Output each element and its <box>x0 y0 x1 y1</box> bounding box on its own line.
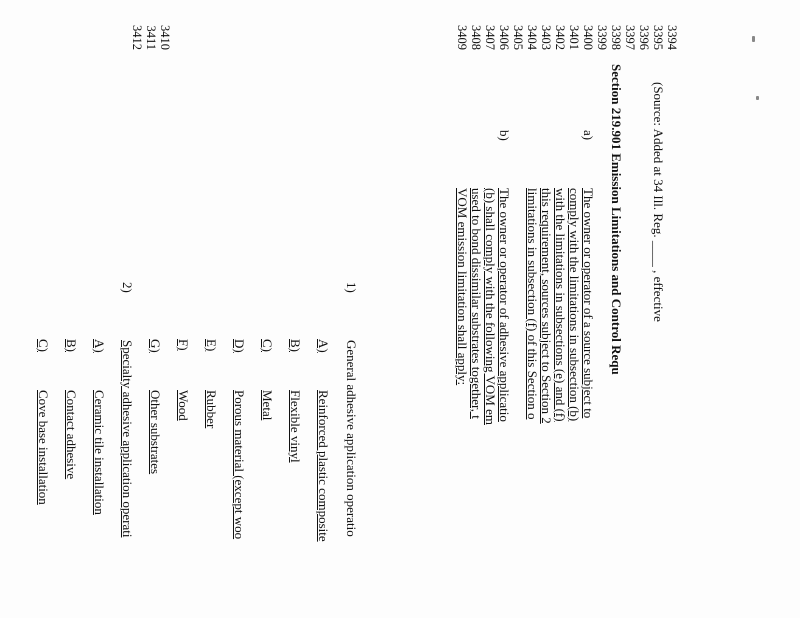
item-2-label: 2) <box>120 282 135 293</box>
item-1-sub-label: G) <box>148 339 163 353</box>
item-1-sub-label: A) <box>316 339 331 353</box>
item-1-sub-text: Flexible vinyl <box>288 390 303 463</box>
item-2-sub-text: Ceramic tile installation <box>92 390 107 515</box>
item-1-sub-text: Porous material (except woo <box>232 390 247 540</box>
line-number: 3405 <box>511 25 525 50</box>
line-number: 3411 <box>144 25 158 50</box>
line-number: 3404 <box>525 25 539 50</box>
item-2-sub-label: C) <box>36 339 51 352</box>
item-2-text: Specialty adhesive application operati <box>120 340 135 538</box>
line-number: 3403 <box>539 25 553 50</box>
item-1-sub-label: E) <box>204 339 219 352</box>
subsection-b-line: VOM emission limitation shall apply: <box>455 188 470 386</box>
line-number: 3401 <box>567 25 581 50</box>
item-2-sub-label: B) <box>64 339 79 352</box>
line-number: 3397 <box>623 25 637 50</box>
item-1-sub-text: Reinforced plastic composite <box>316 390 331 542</box>
item-1-sub-label: C) <box>260 339 275 352</box>
item-1-sub-label: D) <box>232 339 247 353</box>
item-2-sub-text: Contact adhesive <box>64 390 79 480</box>
subsection-a-line: with the limitations in subsections (e) and (f) <box>553 188 568 422</box>
line-number: 3398 <box>609 25 623 50</box>
item-1-sub-text: Other substrates <box>148 390 163 475</box>
subsection-b-line: used to bond dissimilar substrates together, t <box>469 188 484 419</box>
subsection-a-line: limitations in subsection (f) of this Section o <box>525 188 540 420</box>
line-number: 3410 <box>158 25 172 50</box>
item-2-sub-text: Cove base installation <box>36 390 51 505</box>
subsection-b-line: The owner or operator of adhesive applicatio <box>497 188 512 422</box>
subsection-a-line: The owner or operator of a source subject to <box>581 188 596 419</box>
line-number: 3412 <box>130 25 144 50</box>
item-1-text: General adhesive application operatio <box>344 340 359 537</box>
subsection-a-label: a) <box>581 130 596 141</box>
line-number: 3396 <box>637 25 651 50</box>
subsection-a-line: comply with the limitations in subsection (b) <box>567 188 582 422</box>
line-number: 3407 <box>483 25 497 50</box>
line-number: 3400 <box>581 25 595 50</box>
subsection-b-line: (b) shall comply with the following VOM em <box>483 188 498 425</box>
subsection-b-label: b) <box>497 130 512 141</box>
item-1-sub-text: Rubber <box>204 390 219 429</box>
line-number: 3409 <box>455 25 469 50</box>
line-number: 3399 <box>595 25 609 50</box>
line-number: 3395 <box>651 25 665 50</box>
source-note: (Source: Added at 34 Ill. Reg. ____ , effective <box>651 82 666 322</box>
item-1-sub-label: B) <box>288 339 303 352</box>
line-number: 3406 <box>497 25 511 50</box>
line-number: 3402 <box>553 25 567 50</box>
section-heading: Section 219.901 Emission Limitations and Control Requ <box>609 64 624 375</box>
item-2-sub-label: A) <box>92 339 107 353</box>
item-1-sub-text: Metal <box>260 390 275 421</box>
item-1-sub-label: F) <box>176 339 191 351</box>
subsection-a-line: this requirement, sources subject to Section 2 <box>539 188 554 424</box>
line-number: 3408 <box>469 25 483 50</box>
item-1-label: 1) <box>344 282 359 293</box>
line-number: 3394 <box>665 25 679 50</box>
item-1-sub-text: Wood <box>176 390 191 421</box>
